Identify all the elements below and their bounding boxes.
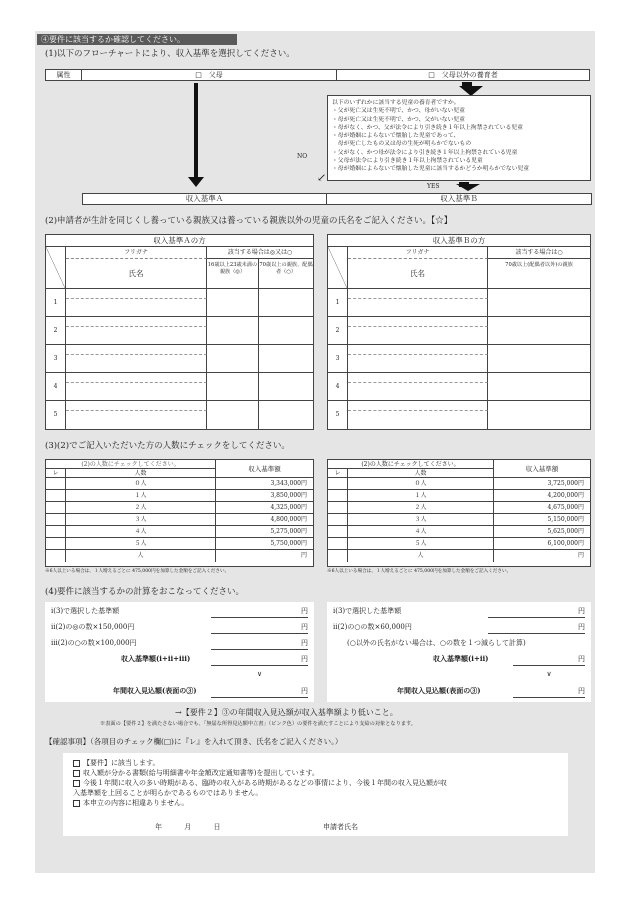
count-cell: １人 — [66, 490, 216, 502]
amount-cell: 5,750,000円 — [270, 540, 307, 547]
confirm-item-continued: 入基準額を上回ることが明らかであるものではありません。 — [73, 789, 263, 797]
confirm-item-text: 収入額が分かる書類(給与明細書や年金額改定通知書等)を提出しています。 — [83, 769, 319, 777]
row-number: 2 — [328, 317, 348, 345]
q2-table-b-corner — [328, 247, 348, 289]
name-input[interactable] — [66, 383, 207, 401]
q2-title: (2)申請者が生計を同じくし養っている親族又は養っている親族以外の児童の氏名をご記入ください。【☆】 — [45, 216, 453, 226]
q2-table-a-col1: 16歳以上23歳未満の親族（◎） — [207, 259, 259, 289]
relative-70-check[interactable] — [488, 289, 590, 317]
q2-table-b-header: 収入基準Ｂの方 — [328, 235, 590, 247]
relative-70-check[interactable] — [488, 317, 590, 345]
confirm-checkbox[interactable] — [73, 770, 80, 777]
table-row — [328, 502, 590, 514]
attribute-row — [45, 69, 590, 81]
q2-table-b-furigana: フリガナ — [348, 247, 488, 259]
confirm-item — [73, 798, 558, 808]
confirm-checkbox[interactable] — [73, 780, 80, 787]
compare-symbol: ∨ — [546, 670, 552, 678]
table-row — [328, 345, 590, 373]
table-row — [46, 502, 313, 514]
relative-16-23-check[interactable] — [207, 373, 259, 401]
compare-symbol: ∨ — [256, 670, 263, 678]
q3-a-rows — [46, 478, 313, 566]
furigana-input[interactable] — [66, 345, 207, 355]
arrow-head-a — [188, 177, 204, 187]
calc-line2-label: ⅱ(2)の○の数×60,000円 — [333, 623, 412, 631]
q2-table-a-applicable: 該当する場合は◎又は○ — [207, 247, 313, 259]
parent-checkbox[interactable]: □ 父母 — [82, 70, 337, 80]
confirm-checkbox[interactable] — [73, 760, 80, 767]
furigana-input[interactable] — [348, 289, 488, 299]
table-row — [46, 345, 313, 373]
calc-annual — [51, 684, 308, 698]
table-row — [46, 478, 313, 490]
name-input[interactable] — [66, 411, 207, 429]
date-field[interactable] — [155, 822, 220, 832]
q4-left-calc — [45, 602, 314, 702]
name-input[interactable] — [348, 299, 488, 317]
q1-title: (1)以下のフローチャートにより、収入基準を選択してください。 — [45, 49, 295, 59]
calc-line — [51, 636, 308, 650]
relative-16-23-check[interactable] — [207, 401, 259, 429]
condition-box — [327, 95, 591, 181]
count-checkbox[interactable] — [46, 490, 66, 502]
table-row — [46, 373, 313, 401]
q3-table-b — [327, 459, 591, 567]
amount-cell[interactable]: 円 — [300, 552, 307, 559]
furigana-input[interactable] — [66, 401, 207, 411]
q2-table-a-furigana: フリガナ — [66, 247, 207, 259]
table-row — [328, 317, 590, 345]
amount-cell: 5,625,000円 — [547, 528, 584, 535]
name-input[interactable] — [66, 299, 207, 317]
yes-label: YES — [427, 183, 440, 190]
q3-a-check-header: (2)の人数にチェックしてください。 — [46, 460, 216, 469]
table-row — [328, 538, 590, 550]
calc-line — [51, 604, 308, 618]
q2-table-b-applicable: 該当する場合は○ — [488, 247, 590, 259]
attr-label: 属性 — [46, 70, 82, 80]
name-input[interactable] — [66, 355, 207, 373]
amount-cell: 3,850,000円 — [270, 492, 307, 499]
table-row — [46, 401, 313, 429]
confirm-checkbox[interactable] — [73, 800, 80, 807]
count-checkbox[interactable] — [328, 538, 348, 550]
relative-16-23-check[interactable] — [207, 317, 259, 345]
relative-70-check[interactable] — [488, 345, 590, 373]
amount-cell: 4,675,000円 — [547, 504, 584, 511]
count-cell: ２人 — [66, 502, 216, 514]
calc-total — [51, 652, 308, 666]
confirm-title: 【確認事項】（各項目のチェック欄(□)に『レ』を入れて頂き、氏名をご記入ください。） — [45, 737, 343, 746]
q2-table-a — [45, 234, 314, 430]
amount-cell: 4,325,000円 — [270, 504, 307, 511]
q3-b-amount-header: 収入基準額 — [494, 460, 590, 478]
calc-line1-label: ⅰ(3)で選択した基準額 — [333, 607, 402, 615]
row-number: 4 — [46, 373, 66, 401]
section-title: ④要件に該当するか確認してください。 — [37, 34, 237, 45]
count-checkbox[interactable] — [328, 490, 348, 502]
count-checkbox[interactable] — [46, 538, 66, 550]
name-input[interactable] — [66, 327, 207, 345]
amount-cell: 3,725,000円 — [547, 480, 584, 487]
count-checkbox[interactable] — [46, 478, 66, 490]
furigana-input[interactable] — [66, 373, 207, 383]
name-input[interactable] — [348, 355, 488, 373]
count-cell: １人 — [348, 490, 494, 502]
count-cell: ０人 — [66, 478, 216, 490]
table-row — [328, 373, 590, 401]
table-row — [46, 526, 313, 538]
row-number: 5 — [46, 401, 66, 429]
calc-line1-label: ⅰ(3)で選択した基準額 — [51, 607, 120, 615]
amount-cell: 4,800,000円 — [270, 516, 307, 523]
count-cell: ５人 — [348, 538, 494, 550]
table-row — [328, 289, 590, 317]
calc-line — [333, 604, 585, 618]
date-day: 日 — [213, 823, 221, 831]
q3-b-check-mark-header: レ — [328, 469, 348, 478]
calc-line3-label: ⅲ(2)の○の数×100,000円 — [51, 639, 137, 647]
count-checkbox[interactable] — [46, 502, 66, 514]
table-row — [46, 550, 313, 562]
table-row — [328, 550, 590, 562]
count-cell: ３人 — [66, 514, 216, 526]
confirm-box — [63, 753, 568, 836]
q2-table-b — [327, 234, 591, 430]
relative-16-23-check[interactable] — [207, 345, 259, 373]
no-label: NO — [297, 153, 308, 160]
calc-line1-input[interactable]: 円 — [488, 604, 585, 618]
signature-input[interactable] — [373, 830, 553, 831]
signature-label: 申請者氏名 — [323, 823, 358, 831]
q2-table-b-col1: 70歳以上(配偶者以外)の親族 — [488, 259, 590, 289]
row-number: 1 — [328, 289, 348, 317]
q3-b-count-header: 人数 — [348, 469, 494, 478]
calc-line2-input[interactable]: 円 — [488, 620, 585, 634]
name-input[interactable] — [348, 411, 488, 429]
furigana-input[interactable] — [66, 289, 207, 299]
table-row — [328, 478, 590, 490]
count-checkbox[interactable] — [46, 514, 66, 526]
calc-total — [333, 652, 585, 666]
count-checkbox[interactable] — [46, 526, 66, 538]
furigana-input[interactable] — [348, 373, 488, 383]
relative-70-check[interactable] — [488, 401, 590, 429]
count-checkbox[interactable] — [328, 526, 348, 538]
calc-total-input[interactable]: 円 — [513, 652, 585, 666]
relative-70-check[interactable] — [259, 289, 313, 317]
result-a: 収入基準Ａ — [83, 194, 327, 204]
q3-b-check-header: (2)の人数にチェックしてください。 — [328, 460, 494, 469]
relative-70-check[interactable] — [488, 373, 590, 401]
confirm-item — [73, 758, 558, 768]
count-cell[interactable]: 人 — [66, 550, 216, 562]
confirm-item-text: 今後１年間に収入の多い時期がある、臨時の収入がある時期があるなどの事情により、今後１年間の収入見込額が収 — [83, 779, 447, 787]
confirm-item — [73, 778, 558, 788]
guardian-checkbox[interactable]: □ 父母以外の養育者 — [428, 71, 498, 79]
condition-item: ・父母が法令により引き続き１年以上拘禁されている児童 — [332, 158, 483, 165]
condition-item: ・母が婚姻によらないで懐胎した児童に該当するかどうか明らかでない児童 — [332, 166, 530, 173]
furigana-input[interactable] — [348, 345, 488, 355]
row-number: 3 — [328, 345, 348, 373]
condition-item: ・父が死亡又は生死不明で、かつ、母がいない児童 — [332, 108, 465, 115]
calc-note: (○以外の氏名がない場合は、○の数を１つ減らして計算) — [347, 639, 526, 647]
q2-table-b-name: 氏名 — [348, 259, 488, 289]
q3-b-rows — [328, 478, 590, 566]
table-row — [46, 538, 313, 550]
calc-line — [51, 620, 308, 634]
amount-cell: 3,343,000円 — [270, 480, 307, 487]
amount-cell[interactable]: 円 — [577, 552, 584, 559]
condition-item: ・母が婚姻によらないで懐胎した児童であって、 — [332, 133, 460, 140]
calc-annual — [333, 684, 585, 698]
arrow-head-yes — [456, 184, 480, 191]
relative-70-check[interactable] — [259, 345, 313, 373]
condition-item: ・父がなく、かつ母が法令により引き続き１年以上拘禁されている児童 — [332, 149, 518, 156]
date-month: 月 — [184, 823, 192, 831]
q3-a-check-mark-header: レ — [46, 469, 66, 478]
confirm-item — [73, 768, 558, 778]
calc-annual-label: 年間収入見込額(表面の③) — [113, 686, 197, 695]
furigana-input[interactable] — [66, 317, 207, 327]
amount-cell: 5,150,000円 — [547, 516, 584, 523]
row-number: 3 — [46, 345, 66, 373]
count-cell: ４人 — [66, 526, 216, 538]
calc-line — [333, 620, 585, 634]
count-checkbox[interactable] — [328, 478, 348, 490]
q3-title: (3)(2)でご記入いただいた方の人数にチェックをしてください。 — [45, 441, 290, 451]
calc-line2-label: ⅱ(2)の◎の数×150,000円 — [51, 623, 135, 631]
q3-a-note: ※6人以上いる場合は、１人増えるごとに 475,000円を加算した金額をご記入ください。 — [45, 569, 230, 574]
calc-total-label: 収入基準額(ⅰ+ⅱ+ⅲ) — [121, 654, 191, 663]
count-checkbox[interactable] — [46, 550, 66, 562]
calc-total-input[interactable]: 円 — [211, 652, 308, 666]
condition-item: ・母が死亡又は生死不明で、かつ、父がいない児童 — [332, 116, 465, 123]
result-b: 収入基準Ｂ — [440, 194, 478, 203]
form-page — [35, 31, 595, 873]
q2-table-a-col2: 70歳以上の親族、配偶者（○） — [259, 259, 313, 289]
relative-70-check[interactable] — [259, 401, 313, 429]
name-input[interactable] — [348, 327, 488, 345]
amount-cell: 4,200,000円 — [547, 492, 584, 499]
no-arrow-icon: ↙ — [317, 171, 327, 184]
table-row — [46, 514, 313, 526]
count-cell: ４人 — [348, 526, 494, 538]
q2-table-a-corner — [46, 247, 66, 289]
table-row — [328, 514, 590, 526]
q3-a-amount-header: 収入基準額 — [216, 460, 313, 478]
q4-conclusion: →【要件２】③の年間収入見込額が収入基準額より低いこと。 — [175, 708, 398, 717]
table-row — [46, 490, 313, 502]
condition-item: 母が死亡したもの又は母の生死が明らかでないもの — [332, 141, 472, 148]
confirm-item-text: 【要件】に該当します。 — [83, 759, 160, 767]
row-number: 5 — [328, 401, 348, 429]
q3-a-count-header: 人数 — [66, 469, 216, 478]
q2-table-a-rows — [46, 289, 313, 429]
calc-annual-input[interactable]: 円 — [513, 684, 585, 698]
calc-total-label: 収入基準額(ⅰ+ⅱ) — [433, 654, 489, 663]
table-row — [328, 401, 590, 429]
row-number: 4 — [328, 373, 348, 401]
count-checkbox[interactable] — [328, 514, 348, 526]
count-cell: ０人 — [348, 478, 494, 490]
condition-item: ・母がなく、かつ、父が法令により引き続き１年以上拘禁されている児童 — [332, 124, 523, 131]
confirm-item-text: 本申立の内容に相違ありません。 — [83, 799, 189, 807]
calc-line3-input[interactable]: 円 — [211, 636, 308, 650]
count-checkbox[interactable] — [328, 502, 348, 514]
count-cell: ５人 — [66, 538, 216, 550]
relative-70-check[interactable] — [259, 373, 313, 401]
calc-line2-input[interactable]: 円 — [211, 620, 308, 634]
date-year: 年 — [155, 823, 162, 831]
row-number: 2 — [46, 317, 66, 345]
count-checkbox[interactable] — [328, 550, 348, 562]
table-row — [328, 526, 590, 538]
name-input[interactable] — [348, 383, 488, 401]
q3-table-a — [45, 459, 314, 567]
furigana-input[interactable] — [348, 401, 488, 411]
relative-16-23-check[interactable] — [207, 289, 259, 317]
table-row — [46, 317, 313, 345]
q2-table-b-rows — [328, 289, 590, 429]
q4-footnote: ※表面の【要件２】を満たさない場合でも、「無届な所得見込額申立書」（ピンク色）の要件を満たすことにより支給の対象となります。 — [100, 721, 416, 727]
amount-cell: 5,275,000円 — [270, 528, 307, 535]
arrow-down-a — [194, 83, 198, 179]
amount-cell: 6,100,000円 — [547, 540, 584, 547]
row-number: 1 — [46, 289, 66, 317]
relative-70-check[interactable] — [259, 317, 313, 345]
count-cell[interactable]: 人 — [348, 550, 494, 562]
table-row — [46, 289, 313, 317]
calc-annual-input[interactable]: 円 — [211, 684, 308, 698]
count-cell: ２人 — [348, 502, 494, 514]
count-cell: ３人 — [348, 514, 494, 526]
q3-b-note: ※6人以上いる場合は、１人増えるごとに 475,000円を加算した金額をご記入ください。 — [327, 569, 512, 574]
result-row — [82, 193, 592, 205]
calc-annual-label: 年間収入見込額(表面の③) — [397, 686, 481, 695]
furigana-input[interactable] — [348, 317, 488, 327]
conditions-intro: 以下のいずれかに該当する児童の養育者ですか。 — [332, 100, 460, 106]
calc-line1-input[interactable]: 円 — [211, 604, 308, 618]
q4-right-calc — [327, 602, 591, 702]
q2-table-a-name: 氏名 — [66, 259, 207, 289]
q2-table-a-header: 収入基準Ａの方 — [46, 235, 313, 247]
table-row — [328, 490, 590, 502]
q4-title: (4)要件に該当するかの計算をおこなってください。 — [45, 587, 245, 597]
